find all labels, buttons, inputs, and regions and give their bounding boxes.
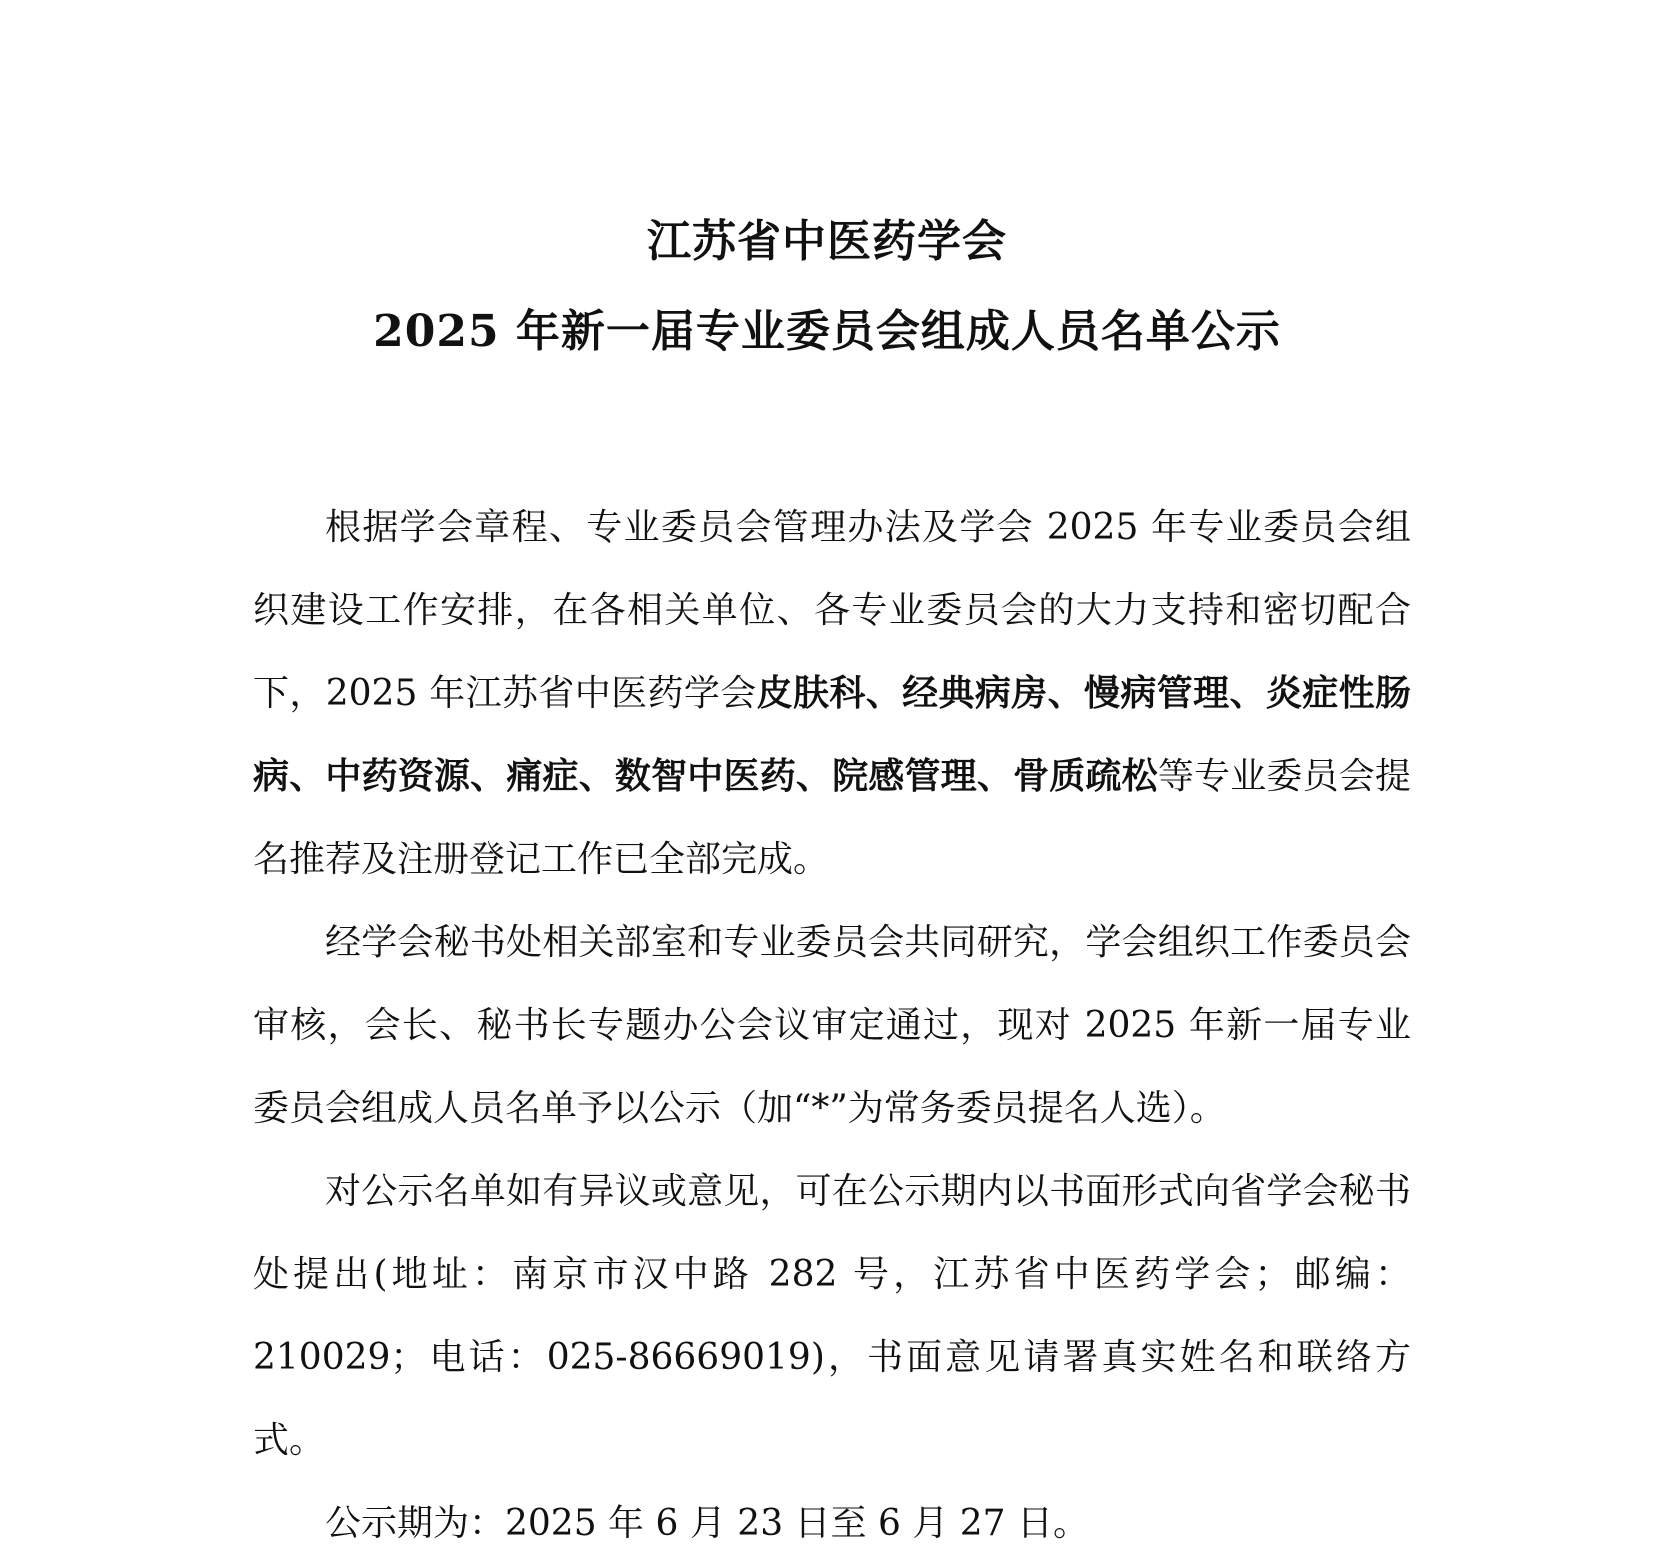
paragraph-4: 公示期为：2025 年 6 月 23 日至 6 月 27 日。 (325, 1503, 1090, 1544)
document-body (253, 486, 1411, 1565)
document-title-line2: 2025 年新一届专业委员会组成人员名单公示 (373, 306, 1281, 357)
paragraph-3: 对公示名单如有异议或意见，可在公示期内以书面形式向省学会秘书处提出(地址：南京市汉中路 282 号，江苏省中医药学会；邮编：210029；电话：025-86669019)，书面意见请署真实姓名和联络方式。 (253, 1171, 1411, 1461)
paragraph-2: 经学会秘书处相关部室和专业委员会共同研究，学会组织工作委员会审核，会长、秘书长专题办公会议审定通过，现对 2025 年新一届专业委员会组成人员名单予以公示（加“*”为常务委员提名人选）。 (253, 922, 1411, 1129)
paragraph-1-intro: 根据学会章程、专业委员会管理办法及学会 2025 年专业委员会组织建设工作安排，在各相关单位、各专业委员会的大力支持和密切配合下，2025 年江苏省中医药学会 (253, 507, 1411, 714)
committee-list-highlight: 皮肤科、经典病房、慢病管理、炎症性肠病、中药资源、痛症、数智中医药、院感管理、骨质疏松 (253, 672, 1411, 797)
document-title-line1: 江苏省中医药学会 (647, 216, 1007, 267)
paragraph-1-tail: 等专业委员会提名推荐及注册登记工作已全部完成。 (253, 756, 1411, 880)
paragraph-1 (253, 486, 1411, 901)
